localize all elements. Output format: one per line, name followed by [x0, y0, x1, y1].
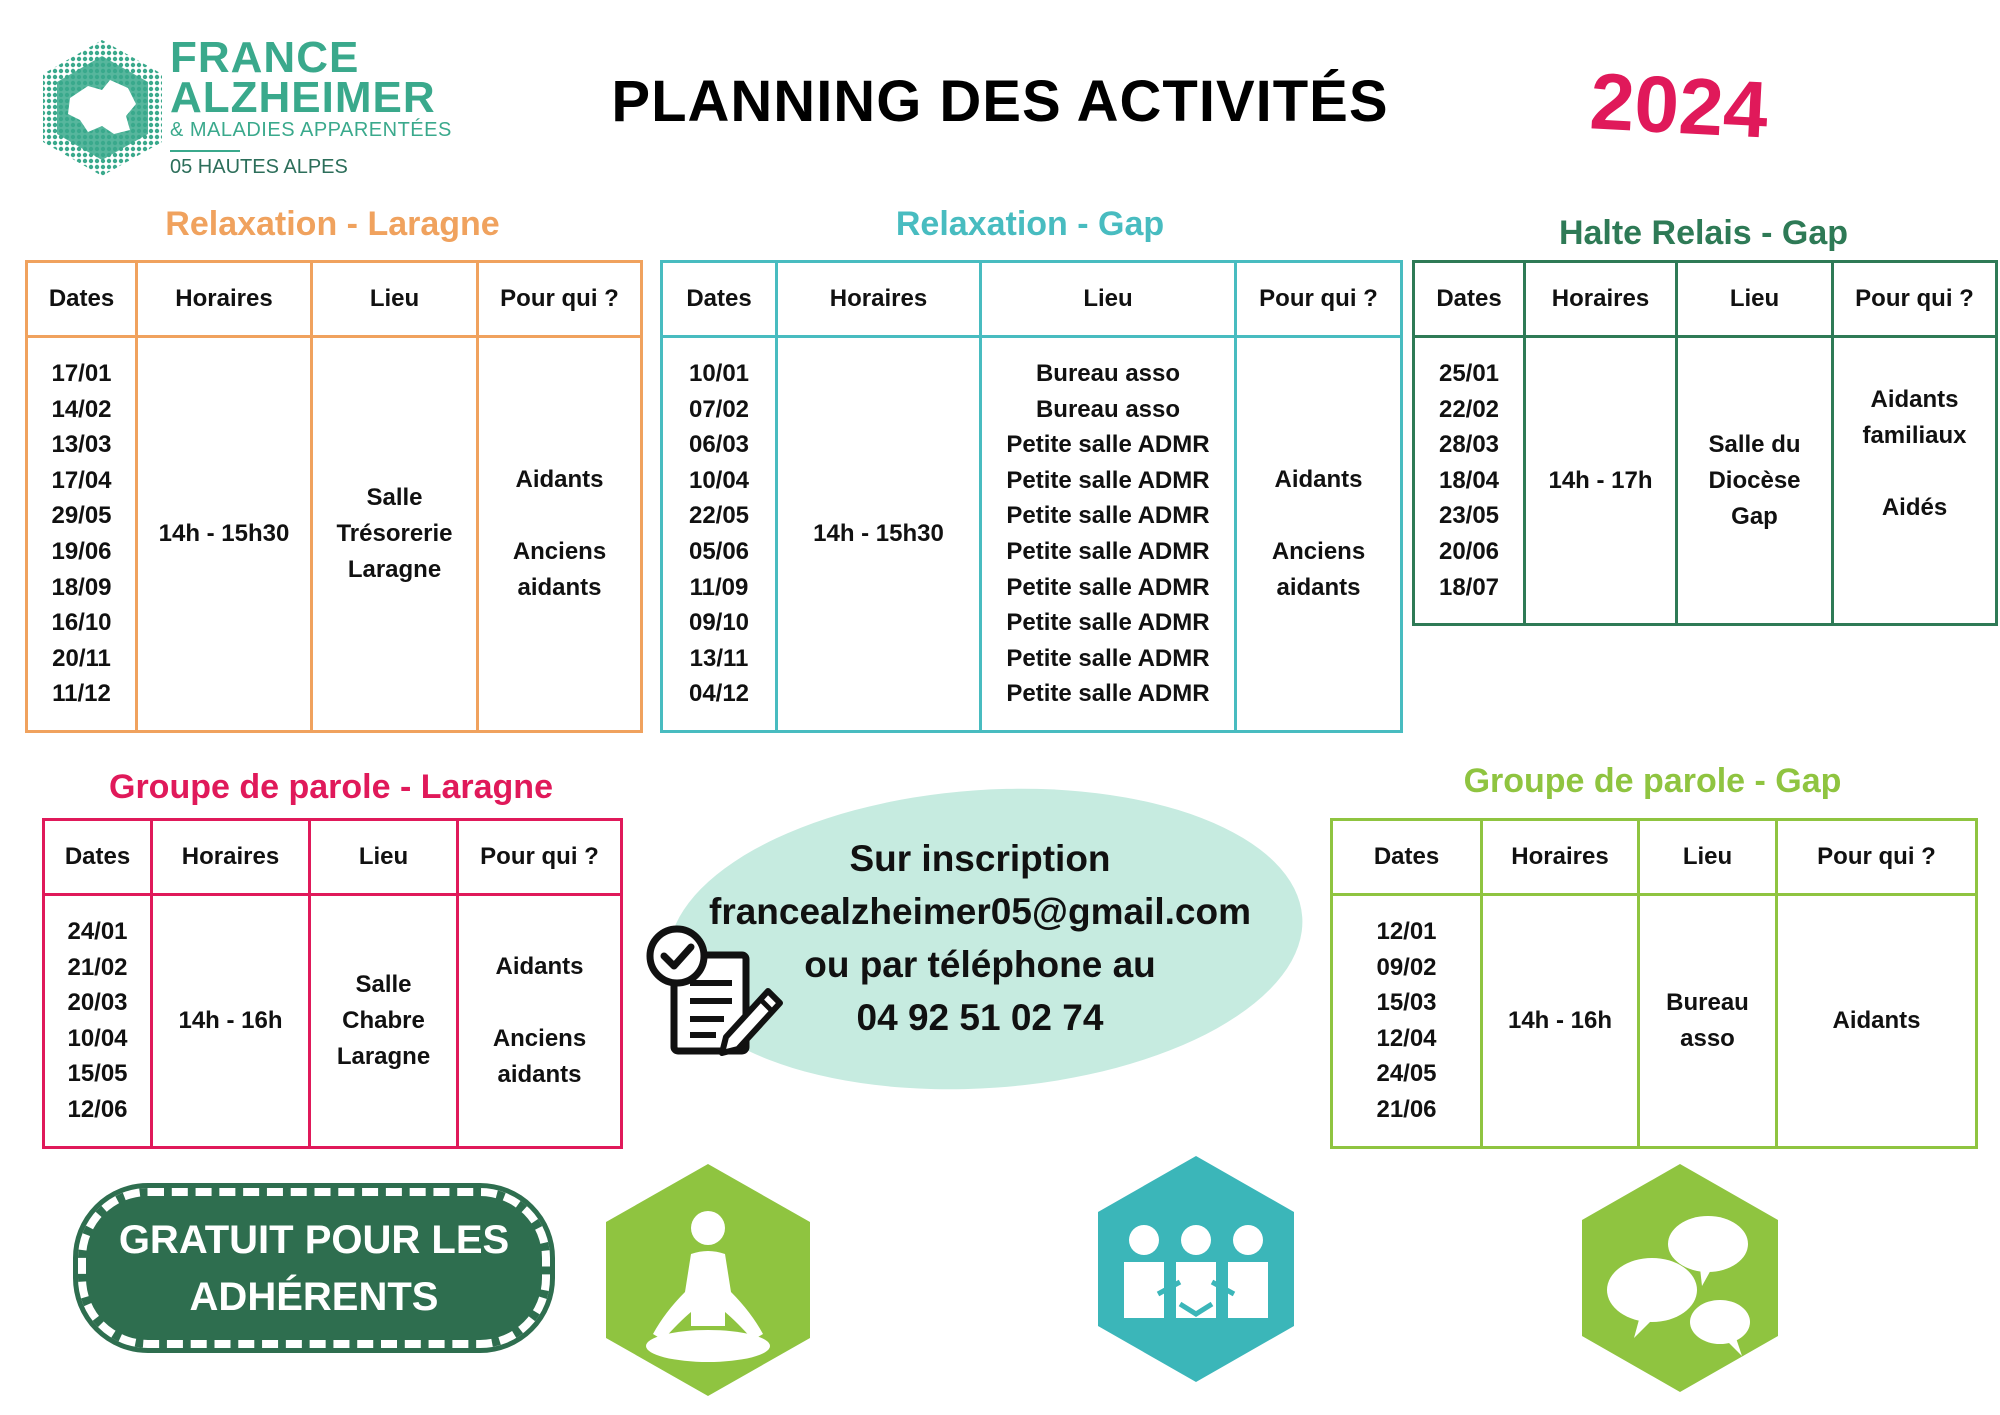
audience-line: Aidants: [1274, 465, 1363, 493]
date-item: 18/07: [1438, 573, 1500, 601]
header-horaires: Horaires: [152, 820, 310, 895]
header-dates: Dates: [1332, 820, 1482, 895]
dates-cell: [44, 895, 152, 1148]
date-item: 12/04: [1376, 1024, 1437, 1052]
header-pour-qui: Pour qui ?: [458, 820, 622, 895]
header-horaires: Horaires: [137, 262, 312, 337]
table-relaxation-gap: [660, 260, 1403, 733]
pour-qui-cell: [1833, 337, 1997, 625]
date-item: 10/04: [688, 466, 750, 494]
horaires-cell: 14h - 16h: [1482, 895, 1639, 1148]
pour-qui-cell: Aidants: [1777, 895, 1977, 1148]
audience-line: Aidants: [495, 952, 584, 980]
date-item: 12/06: [67, 1095, 128, 1123]
date-item: 09/02: [1376, 953, 1437, 981]
date-item: 20/06: [1438, 537, 1500, 565]
table-parole-laragne: [42, 818, 623, 1149]
table-parole-gap: [1330, 818, 1978, 1149]
audience-line: Aidants: [515, 465, 604, 493]
dates-cell: [27, 337, 137, 732]
lieu-line: asso: [1680, 1024, 1735, 1052]
pour-qui-cell: [1236, 337, 1402, 732]
lieu-item: Petite salle ADMR: [1006, 609, 1210, 637]
lieu-line: Diocèse: [1708, 466, 1801, 494]
lieu-cell: [1677, 337, 1833, 625]
horaires-cell: 14h - 16h: [152, 895, 310, 1148]
date-item: 21/02: [67, 953, 128, 981]
inscription-phone[interactable]: 04 92 51 02 74: [856, 997, 1104, 1038]
inscription-heading: Sur inscription: [849, 838, 1111, 879]
pour-qui-cell: [478, 337, 642, 732]
audience-line: aidants: [497, 1060, 582, 1088]
lieu-line: Salle: [355, 970, 412, 998]
date-item: 18/04: [1438, 466, 1500, 494]
pour-qui-cell: [458, 895, 622, 1148]
header-lieu: Lieu: [1677, 262, 1833, 337]
horaires-cell: 14h - 15h30: [777, 337, 981, 732]
date-item: 29/05: [51, 502, 112, 530]
lieu-line: Laragne: [347, 555, 442, 583]
date-item: 06/03: [688, 431, 750, 459]
date-item: 13/03: [51, 431, 112, 459]
header-horaires: Horaires: [1525, 262, 1677, 337]
date-item: 24/01: [67, 918, 128, 945]
dates-cell: [662, 337, 777, 732]
lieu-item: Petite salle ADMR: [1006, 431, 1210, 459]
page-title: PLANNING DES ACTIVITÉS: [611, 69, 1389, 134]
lieu-item: Petite salle ADMR: [1006, 466, 1210, 494]
date-item: 14/02: [51, 395, 112, 423]
header-pour-qui: Pour qui ?: [1833, 262, 1997, 337]
logo-line-1: FRANCE: [170, 33, 360, 82]
dates-cell: [1332, 895, 1482, 1148]
meditation-icon: [603, 1162, 813, 1398]
header-dates: Dates: [27, 262, 137, 337]
audience-line: Aidés: [1881, 494, 1948, 521]
inscription-phone-intro: ou par téléphone au: [804, 944, 1156, 985]
lieu-cell: [981, 337, 1236, 732]
horaires-cell: 14h - 15h30: [137, 337, 312, 732]
date-item: 28/03: [1438, 431, 1500, 459]
audience-line: aidants: [517, 573, 602, 601]
header-pour-qui: Pour qui ?: [478, 262, 642, 337]
year-label: 2024: [1587, 56, 1771, 155]
audience-line: familiaux: [1862, 422, 1967, 449]
date-item: 15/05: [67, 1060, 128, 1088]
lieu-line: Salle du: [1708, 430, 1801, 458]
header-horaires: Horaires: [777, 262, 981, 337]
audience-line: Aidants: [1870, 386, 1959, 413]
header-dates: Dates: [1414, 262, 1525, 337]
date-item: 20/03: [67, 989, 128, 1017]
lieu-cell: [1639, 895, 1777, 1148]
section-title-parole-laragne: Groupe de parole - Laragne: [109, 768, 553, 806]
audience-line: aidants: [1276, 573, 1361, 601]
section-title-parole-gap: Groupe de parole - Gap: [1463, 762, 1842, 800]
date-item: 13/11: [689, 644, 749, 672]
date-item: 20/11: [52, 644, 111, 672]
date-item: 23/05: [1438, 502, 1500, 530]
lieu-line: Laragne: [336, 1042, 431, 1070]
lieu-line: Trésorerie: [336, 519, 453, 547]
date-item: 21/06: [1376, 1095, 1437, 1123]
lieu-item: Bureau asso: [1035, 360, 1181, 387]
badge-line-1: GRATUIT POUR LES: [118, 1218, 510, 1262]
date-item: 16/10: [51, 609, 112, 637]
registration-form-icon: [640, 925, 790, 1060]
lieu-item: Petite salle ADMR: [1006, 537, 1210, 565]
date-item: 24/05: [1376, 1060, 1437, 1088]
badge-line-2: ADHÉRENTS: [189, 1275, 439, 1319]
date-item: 07/02: [688, 395, 750, 423]
date-item: 12/01: [1376, 918, 1437, 945]
section-title-relaxation-laragne: Relaxation - Laragne: [165, 205, 500, 243]
date-item: 17/01: [51, 360, 112, 387]
date-item: 05/06: [688, 537, 750, 565]
lieu-line: Gap: [1731, 502, 1778, 530]
header-lieu: Lieu: [312, 262, 478, 337]
date-item: 17/04: [51, 466, 112, 494]
date-item: 11/12: [52, 680, 111, 708]
date-item: 09/10: [688, 609, 750, 637]
date-item: 18/09: [51, 573, 112, 601]
date-item: 22/02: [1438, 395, 1500, 423]
header-dates: Dates: [44, 820, 152, 895]
date-item: 10/04: [67, 1024, 128, 1052]
logo-line-2: ALZHEIMER: [170, 73, 436, 122]
logo-divider: [170, 150, 240, 152]
section-title-relaxation-gap: Relaxation - Gap: [895, 205, 1165, 243]
lieu-item: Petite salle ADMR: [1006, 644, 1210, 672]
logo-line-3: & MALADIES APPARENTÉES: [170, 119, 452, 141]
lieu-line: Bureau: [1666, 988, 1749, 1016]
audience-line: Anciens: [1271, 537, 1366, 565]
lieu-line: Salle: [366, 483, 423, 511]
header-pour-qui: Pour qui ?: [1236, 262, 1402, 337]
group-people-icon: [1096, 1154, 1296, 1384]
date-item: 04/12: [688, 680, 750, 708]
date-item: 25/01: [1438, 360, 1500, 387]
table-halte-relais-gap: [1412, 260, 1998, 626]
date-item: 19/06: [51, 537, 112, 565]
free-members-text: [78, 1212, 550, 1326]
audience-line: Anciens: [512, 537, 607, 565]
header-lieu: Lieu: [1639, 820, 1777, 895]
dates-cell: [1414, 337, 1525, 625]
lieu-line: Chabre: [342, 1006, 425, 1034]
header-horaires: Horaires: [1482, 820, 1639, 895]
date-item: 10/01: [688, 360, 750, 387]
horaires-cell: 14h - 17h: [1525, 337, 1677, 625]
date-item: 11/09: [689, 573, 749, 601]
header-lieu: Lieu: [310, 820, 458, 895]
header-dates: Dates: [662, 262, 777, 337]
date-item: 22/05: [688, 502, 750, 530]
lieu-item: Petite salle ADMR: [1006, 502, 1210, 530]
lieu-item: Petite salle ADMR: [1006, 680, 1210, 708]
inscription-email[interactable]: francealzheimer05@gmail.com: [709, 891, 1251, 932]
section-title-halte-relais-gap: Halte Relais - Gap: [1558, 214, 1849, 252]
logo-line-4: 05 HAUTES ALPES: [170, 156, 348, 178]
lieu-item: Petite salle ADMR: [1006, 573, 1210, 601]
lieu-item: Bureau asso: [1035, 395, 1181, 423]
date-item: 15/03: [1376, 989, 1437, 1017]
lieu-cell: [312, 337, 478, 732]
lieu-cell: [310, 895, 458, 1148]
table-relaxation-laragne: [25, 260, 643, 733]
audience-line: Anciens: [492, 1024, 587, 1052]
header-pour-qui: Pour qui ?: [1777, 820, 1977, 895]
speech-bubbles-icon: [1580, 1162, 1780, 1394]
header-lieu: Lieu: [981, 262, 1236, 337]
